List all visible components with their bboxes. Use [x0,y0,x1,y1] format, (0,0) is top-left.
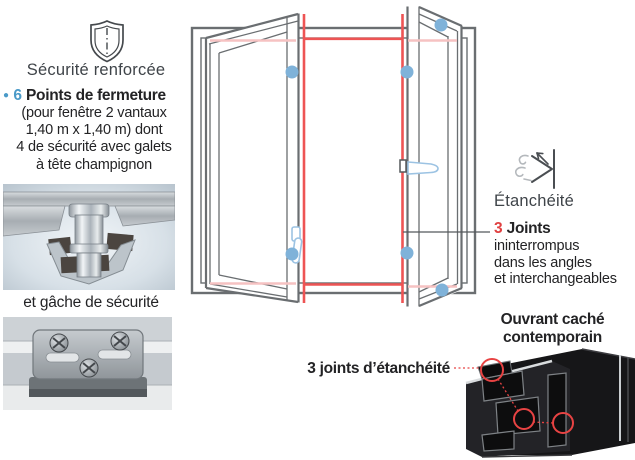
joint-lines [304,14,403,303]
security-detail-line: à tête champignon [36,156,152,173]
photo-security-strike [3,317,172,410]
wind-deflect-icon [510,146,566,192]
security-detail-line: 1,40 m x 1,40 m) dont [25,122,163,139]
point-count: 6 [13,87,22,104]
sealing-title: Étanchéité [494,192,574,210]
profile-joints-label: 3 joints d’étanchéité [307,360,450,377]
left-sash [206,13,299,303]
security-point-line [3,87,166,105]
sealing-detail [494,238,617,288]
security-detail-line: (pour fenêtre 2 vantaux [21,105,167,121]
profile-title-line: contemporain [503,329,602,346]
security-detail-line: 4 de sécurité avec galets [16,139,172,156]
security-detail [0,105,188,174]
photo-profile-section [452,345,635,458]
sealing-detail-line: dans les angles [494,254,592,271]
security-title: Sécurité renforcée [26,61,166,79]
shield-icon [88,19,126,63]
profile-title-line: Ouvrant caché [500,311,605,328]
profile-title [470,311,635,347]
right-sash [407,6,462,307]
photo-mushroom-roller [3,184,175,290]
joint-label: Joints [506,220,551,237]
sealing-detail-line: ininterrompus [494,238,580,254]
point-label: Points de fermeture [26,87,166,104]
joint-count: 3 [494,220,503,237]
sealing-detail-line: et interchangeables [494,271,617,287]
photo1-caption: et gâche de sécurité [23,294,159,311]
bullet-icon: ● [3,90,10,101]
window-diagram [185,0,495,315]
sealing-joints-line [494,220,551,238]
